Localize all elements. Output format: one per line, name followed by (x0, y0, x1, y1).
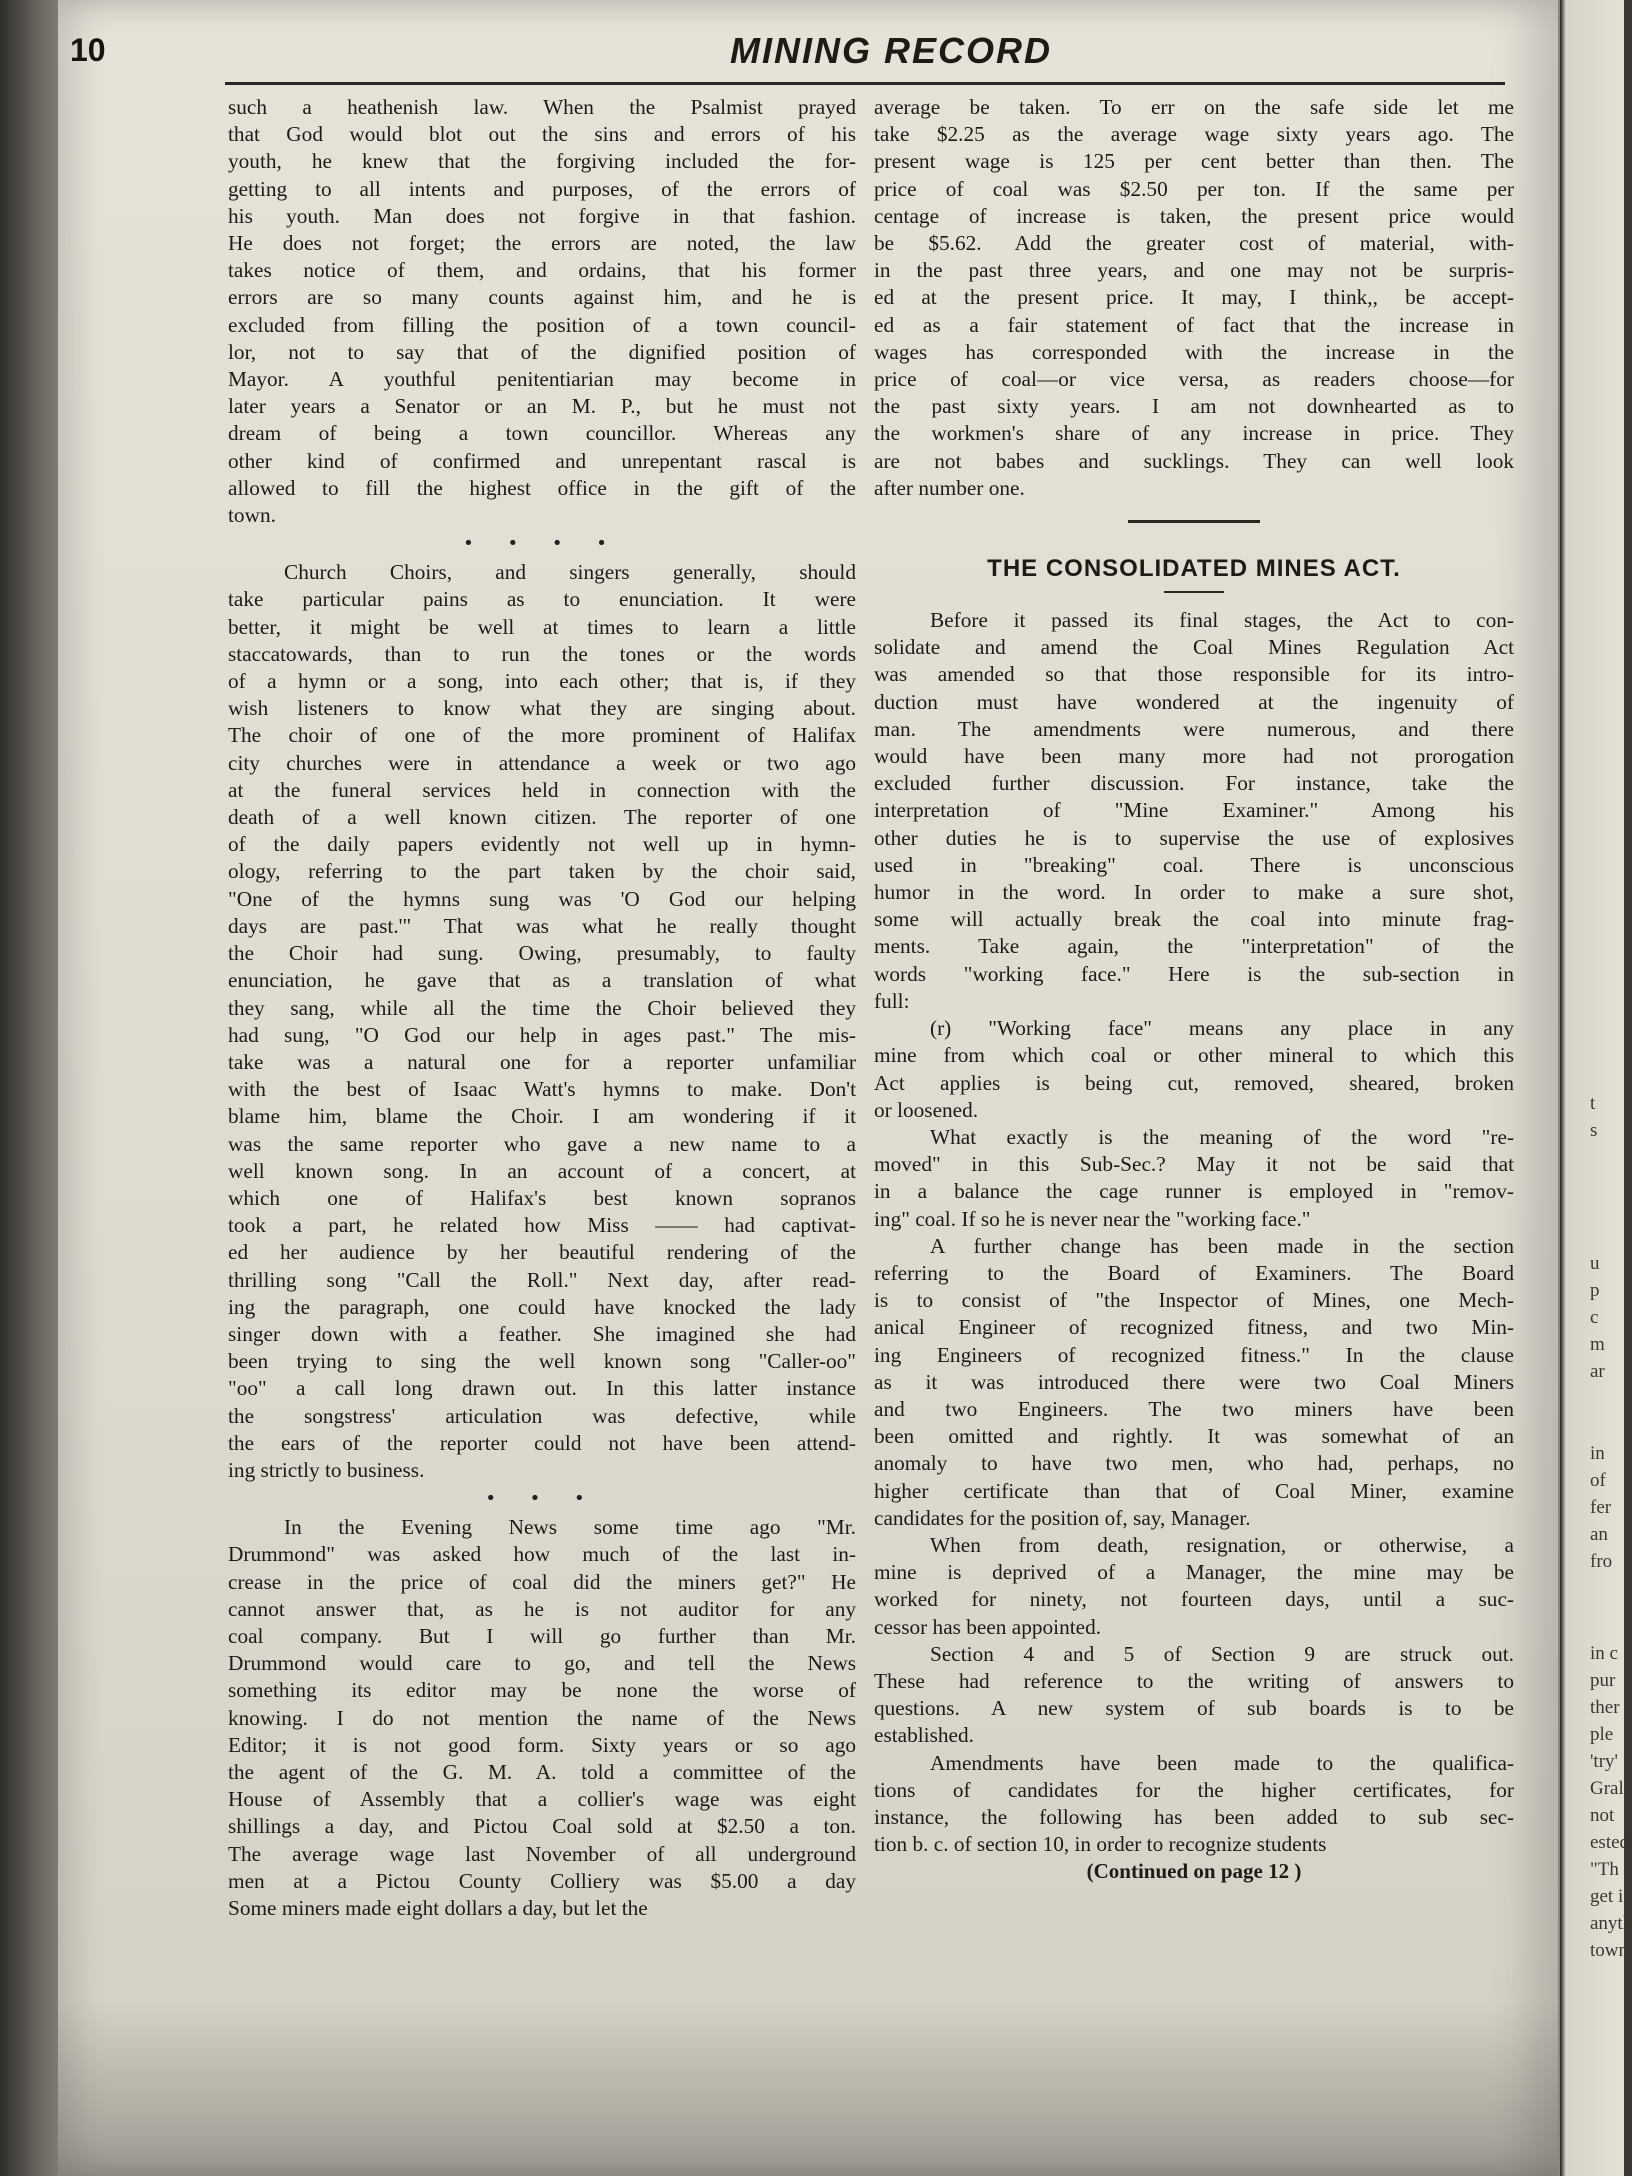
adjacent-page-edge (1560, 0, 1632, 2176)
text-line: town. (228, 503, 276, 528)
text-line: take particular pains as to enunciation. It were (228, 587, 856, 612)
text-line: been omitted and rightly. It was somewhat of an (874, 1424, 1514, 1449)
paragraph-evening-news (228, 1514, 856, 1922)
adjacent-fragment-group3 (1590, 1440, 1630, 1575)
text-line: after number one. (874, 475, 1025, 500)
section-divider (1128, 520, 1260, 523)
separator-stars: • • • • (463, 533, 621, 555)
text-line: mine from which coal or other mineral to which this (874, 1043, 1514, 1068)
fragment-line: 'try' (1590, 1751, 1618, 1772)
text-line: These had reference to the writing of answers to (874, 1668, 1514, 1693)
text-line: be $5.62. Add the greater cost of material, with- (874, 231, 1514, 256)
paragraph-psalmist (228, 94, 856, 529)
fragment-line: p (1590, 1280, 1600, 1301)
paragraph-average-wage (874, 94, 1514, 502)
text-line: Amendments have been made to the qualifica- (930, 1750, 1514, 1775)
text-line: in the past three years, and one may not be surpris- (874, 258, 1514, 283)
paragraph-removed-meaning (874, 1124, 1514, 1233)
text-line: getting to all intents and purposes, of the errors of (228, 176, 856, 201)
text-line: tions of candidates for the higher certificates, for (874, 1777, 1514, 1802)
text-line: duction must have wondered at the ingenuity of (874, 689, 1514, 714)
fragment-line: ther (1590, 1697, 1620, 1718)
text-line: words "working face." Here is the sub-section in (874, 961, 1514, 986)
text-line: allowed to fill the highest office in the gift of the (228, 475, 856, 500)
text-line: took a part, he related how Miss —— had captivat- (228, 1213, 856, 1238)
fragment-line: Gral (1590, 1778, 1624, 1799)
text-line: Drummond" was asked how much of the last in- (228, 1542, 856, 1567)
text-line: excluded further discussion. For instance, take the (874, 771, 1514, 796)
text-line: his youth. Man does not forgive in that fashion. (228, 203, 856, 228)
text-line: the Choir had sung. Owing, presumably, to faulty (228, 941, 856, 966)
text-line: are not babes and sucklings. They can well look (874, 448, 1514, 473)
adjacent-fragment-group1 (1590, 1090, 1630, 1144)
text-line: "One of the hymns sung was 'O God our helping (228, 886, 856, 911)
text-line: shillings a day, and Pictou Coal sold at $2.50 a ton. (228, 1814, 856, 1839)
text-line: better, it might be well at times to learn a little (228, 614, 856, 639)
text-line: lor, not to say that of the dignified position of (228, 339, 856, 364)
paragraph-working-face-definition (874, 1015, 1514, 1124)
text-line: Editor; it is not good form. Sixty years or so ago (228, 1732, 856, 1757)
separator-stars: • • • (485, 1488, 599, 1510)
text-line: been trying to sing the well known song "Caller-oo" (228, 1349, 856, 1374)
fragment-line: c (1590, 1307, 1599, 1328)
text-line: Before it passed its final stages, the Act to con- (930, 608, 1514, 633)
text-line: crease in the price of coal did the miners get?" He (228, 1569, 856, 1594)
text-line: anomaly to have two men, who had, perhaps, no (874, 1451, 1514, 1476)
text-line: or loosened. (874, 1097, 979, 1122)
text-line: that God would blot out the sins and errors of his (228, 122, 856, 147)
text-line: at the funeral services held in connection with the (228, 777, 856, 802)
text-line: the agent of the G. M. A. told a committee of the (228, 1759, 856, 1784)
fragment-line: pur (1590, 1670, 1616, 1691)
text-line: something its editor may be none the worse of (228, 1678, 856, 1703)
fragment-line: town (1590, 1940, 1628, 1961)
text-line: House of Assembly that a collier's wage was eight (228, 1787, 856, 1812)
text-line: solidate and amend the Coal Mines Regulation Act (874, 635, 1514, 660)
text-line: cessor has been appointed. (874, 1614, 1102, 1639)
text-line: days are past.'" That was what he really thought (228, 913, 856, 938)
page-number: 10 (70, 32, 106, 68)
text-line: the workmen's share of any increase in price. They (874, 421, 1514, 446)
text-line: the past sixty years. I am not downhearted as to (874, 394, 1514, 419)
paragraph-church-choirs (228, 559, 856, 1484)
text-line: of the daily papers evidently not well up in hymn- (228, 832, 856, 857)
text-line: man. The amendments were numerous, and there (874, 716, 1514, 741)
text-line: ing" coal. If so he is never near the "working face." (874, 1206, 1311, 1231)
text-line: (r) "Working face" means any place in any (930, 1016, 1514, 1041)
text-line: the songstress' articulation was defective, while (228, 1403, 856, 1428)
text-line: Act applies is being cut, removed, sheared, broken (874, 1070, 1514, 1095)
paragraph-section-9 (874, 1641, 1514, 1750)
text-line: errors are so many counts against him, and he is (228, 285, 856, 310)
text-line: instance, the following has been added to sub sec- (874, 1804, 1514, 1829)
text-line: wish listeners to know what they are singing about. (228, 696, 856, 721)
text-line: mine is deprived of a Manager, the mine may be (874, 1560, 1514, 1585)
fragment-line: not (1590, 1805, 1615, 1826)
continued-notice: (Continued on page 12 ) (1086, 1859, 1302, 1884)
text-line: higher certificate than that of Coal Miner, examine (874, 1478, 1514, 1503)
text-line: ing the paragraph, one could have knocked the lady (228, 1294, 856, 1319)
paragraph-board-of-examiners (874, 1233, 1514, 1532)
adjacent-fragment-group2 (1590, 1250, 1630, 1385)
text-line: established. (874, 1723, 974, 1748)
text-line: ing Engineers of recognized fitness." In the clause (874, 1342, 1514, 1367)
fragment-line: s (1590, 1120, 1598, 1141)
text-line: In the Evening News some time ago "Mr. (284, 1515, 856, 1540)
text-line: staccatowards, than to run the tones or the words (228, 641, 856, 666)
fragment-line: ar (1590, 1361, 1605, 1382)
text-line: of a hymn or a song, into each other; that is, if they (228, 669, 856, 694)
fragment-line: ested (1590, 1832, 1630, 1853)
fragment-line: of (1590, 1470, 1606, 1491)
text-line: cannot answer that, as he is not auditor for any (228, 1596, 856, 1621)
text-line: "oo" a call long drawn out. In this latter instance (228, 1376, 856, 1401)
text-line: ed at the present price. It may, I think,, be accept- (874, 285, 1514, 310)
fragment-line: in c (1590, 1643, 1618, 1664)
text-line: humor in the word. In order to make a sure shot, (874, 880, 1514, 905)
text-line: Drummond would care to go, and tell the News (228, 1651, 856, 1676)
text-line: questions. A new system of sub boards is to be (874, 1696, 1514, 1721)
paragraph-mines-act-intro (874, 607, 1514, 1015)
text-line: was amended so that those responsible for its intro- (874, 662, 1514, 687)
text-line: ing strictly to business. (228, 1457, 425, 1482)
text-line: worked for ninety, not fourteen days, until a suc- (874, 1587, 1514, 1612)
text-line: candidates for the position of, say, Manager. (874, 1505, 1251, 1530)
text-line: death of a well known citizen. The reporter of one (228, 805, 856, 830)
text-line: coal company. But I will go further than Mr. (228, 1623, 856, 1648)
text-line: A further change has been made in the section (930, 1233, 1514, 1258)
text-line: anical Engineer of recognized fitness, and two Min- (874, 1315, 1514, 1340)
text-line: ments. Take again, the "interpretation" of the (874, 934, 1514, 959)
text-line: such a heathenish law. When the Psalmist prayed (228, 95, 856, 119)
text-line: the ears of the reporter could not have been attend- (228, 1430, 856, 1455)
fragment-line: t (1590, 1093, 1596, 1114)
text-line: interpretation of "Mine Examiner." Among his (874, 798, 1514, 823)
fragment-line: in (1590, 1443, 1605, 1464)
text-line: What exactly is the meaning of the word "re- (930, 1124, 1514, 1149)
text-line: price of coal—or vice versa, as readers choose—for (874, 367, 1514, 392)
text-line: The average wage last November of all underground (228, 1841, 856, 1866)
paragraph-manager (874, 1532, 1514, 1641)
text-line: take was a natural one for a reporter unfamiliar (228, 1049, 856, 1074)
text-line: ed as a fair statement of fact that the increase in (874, 312, 1514, 337)
text-line: as it was introduced there were two Coal Miners (874, 1369, 1514, 1394)
text-line: with the best of Isaac Watt's hymns to make. Don't (228, 1077, 856, 1102)
text-line: well known song. In an account of a concert, at (228, 1158, 856, 1183)
header-rule (225, 82, 1505, 85)
text-line: blame him, blame the Choir. I am wondering if it (228, 1104, 856, 1129)
text-line: He does not forget; the errors are noted, the law (228, 231, 856, 256)
text-line: singer down with a feather. She imagined she had (228, 1321, 856, 1346)
fragment-line: get i (1590, 1886, 1624, 1907)
text-line: Church Choirs, and singers generally, should (284, 560, 856, 585)
masthead-title: MINING RECORD (730, 30, 1052, 71)
text-line: full: (874, 988, 910, 1013)
right-column (874, 94, 1514, 1885)
page-shadow (58, 2000, 1558, 2176)
text-line: is to consist of "the Inspector of Mines, one Mech- (874, 1288, 1514, 1313)
text-line: ed her audience by her beautiful rendering of the (228, 1240, 856, 1265)
fragment-line: fer (1590, 1497, 1612, 1518)
section-title: THE CONSOLIDATED MINES ACT. (987, 555, 1401, 583)
adjacent-fragment-group4 (1590, 1640, 1630, 1964)
text-line: was the same reporter who gave a new name to a (228, 1131, 856, 1156)
left-column (228, 94, 856, 1922)
text-line: knowing. I do not mention the name of the News (228, 1705, 856, 1730)
fragment-line: m (1590, 1334, 1605, 1355)
fragment-line: anyth (1590, 1913, 1632, 1934)
text-line: moved" in this Sub-Sec.? May it not be said that (874, 1152, 1514, 1177)
fragment-line: an (1590, 1524, 1608, 1545)
text-line: takes notice of them, and ordains, that his former (228, 258, 856, 283)
text-line: The choir of one of the more prominent of Halifax (228, 723, 856, 748)
text-line: they sang, while all the time the Choir believed they (228, 995, 856, 1020)
text-line: enunciation, he gave that as a translation of what (228, 968, 856, 993)
paragraph-qualifications (874, 1750, 1514, 1859)
text-line: ology, referring to the part taken by the choir said, (228, 859, 856, 884)
text-line: present wage is 125 per cent better than then. The (874, 149, 1514, 174)
fragment-line: "Th (1590, 1859, 1619, 1880)
text-line: and two Engineers. The two miners have been (874, 1396, 1514, 1421)
text-line: men at a Pictou County Colliery was $5.00 a day (228, 1868, 856, 1893)
title-underline (1164, 591, 1224, 593)
text-line: other duties he is to supervise the use of explosives (874, 825, 1514, 850)
fragment-line: u (1590, 1253, 1600, 1274)
text-line: later years a Senator or an M. P., but he must not (228, 394, 856, 419)
text-line: tion b. c. of section 10, in order to recognize students (874, 1832, 1327, 1857)
fragment-line: ple (1590, 1724, 1614, 1745)
text-line: Some miners made eight dollars a day, but let the (228, 1896, 648, 1920)
text-line: some will actually break the coal into minute frag- (874, 907, 1514, 932)
fragment-line: fro (1590, 1551, 1613, 1572)
text-line: average be taken. To err on the safe side let me (874, 95, 1514, 119)
text-line: referring to the Board of Examiners. The Board (874, 1260, 1514, 1285)
text-line: city churches were in attendance a week or two ago (228, 750, 856, 775)
text-line: would have been many more had not prorogation (874, 744, 1514, 769)
text-line: Mayor. A youthful penitentiarian may become in (228, 367, 856, 392)
text-line: thrilling song "Call the Roll." Next day, after read- (228, 1267, 856, 1292)
text-line: centage of increase is taken, the present price would (874, 203, 1514, 228)
text-line: price of coal was $2.50 per ton. If the same per (874, 176, 1514, 201)
text-line: in a balance the cage runner is employed in "remov- (874, 1179, 1514, 1204)
text-line: used in "breaking" coal. There is unconscious (874, 852, 1514, 877)
text-line: wages has corresponded with the increase in the (874, 339, 1514, 364)
text-line: youth, he knew that the forgiving included the for- (228, 149, 856, 174)
text-line: Section 4 and 5 of Section 9 are struck out. (930, 1641, 1514, 1666)
text-line: which one of Halifax's best known sopranos (228, 1185, 856, 1210)
text-line: take $2.25 as the average wage sixty years ago. The (874, 122, 1514, 147)
text-line: had sung, "O God our help in ages past." The mis- (228, 1022, 856, 1047)
text-line: When from death, resignation, or otherwise, a (930, 1532, 1514, 1557)
text-line: other kind of confirmed and unrepentant rascal is (228, 448, 856, 473)
text-line: dream of being a town councillor. Whereas any (228, 421, 856, 446)
text-line: excluded from filling the position of a town council- (228, 312, 856, 337)
